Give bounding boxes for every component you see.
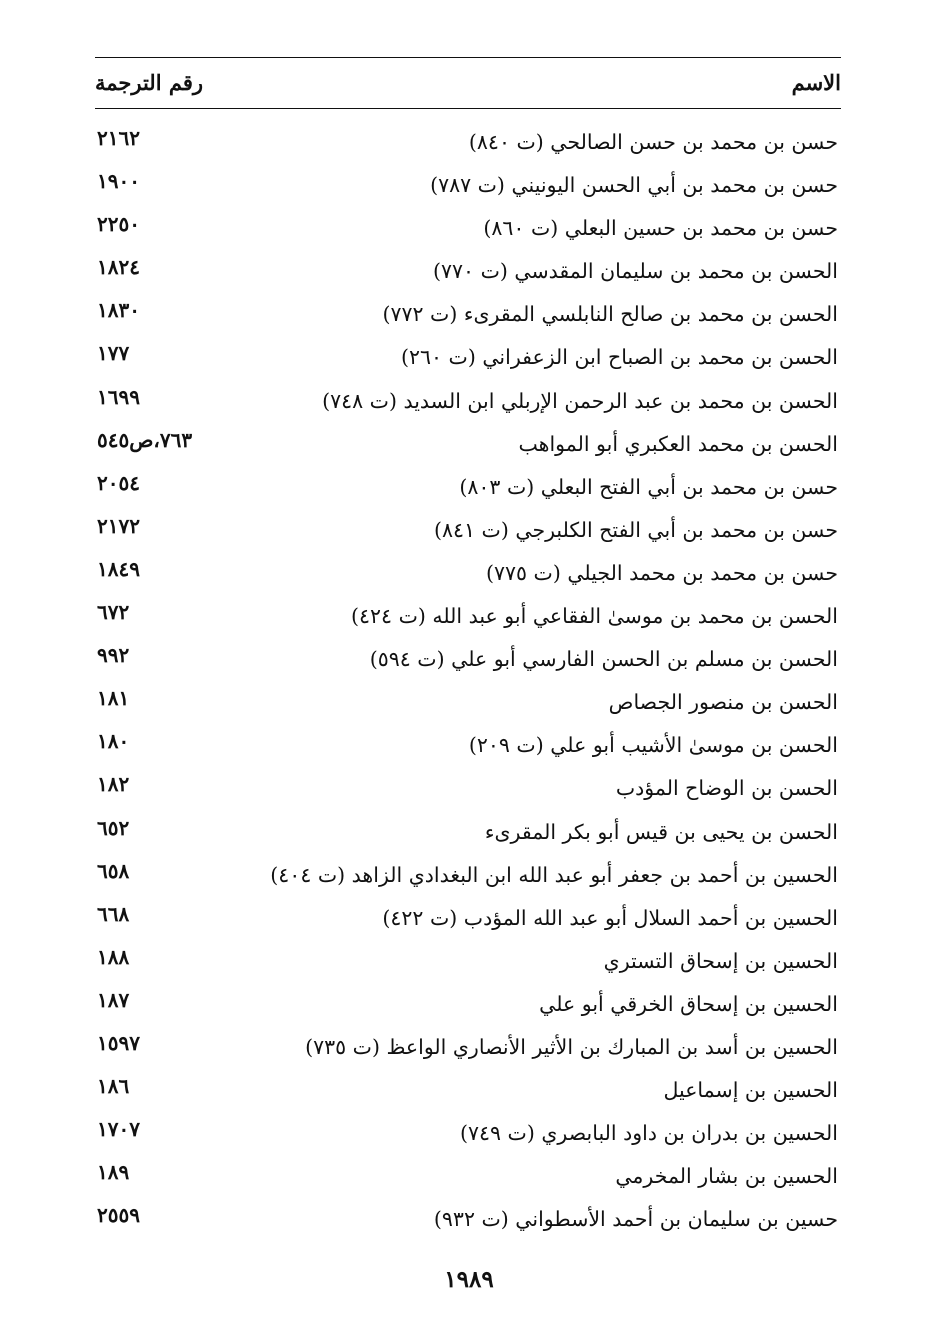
- entry-name: الحسن بن محمد بن صالح النابلسي المقرىء (ت ٧٧٢): [382, 302, 838, 327]
- entry-name: حسن بن محمد بن أبي الفتح الكلبرجي (ت ٨٤١): [433, 517, 838, 542]
- index-entry: [95, 1072, 841, 1115]
- entry-number: ١٥٩٧: [97, 1030, 140, 1055]
- entry-name: الحسين بن بشار المخرمي: [615, 1164, 838, 1189]
- index-entry: [95, 167, 841, 210]
- entry-name: الحسين بن بدران بن داود البابصري (ت ٧٤٩): [459, 1121, 838, 1146]
- entry-name: الحسين بن أسد بن المبارك بن الأثير الأنصاري الواعظ (ت ٧٣٥): [305, 1034, 838, 1059]
- column-header: [95, 70, 841, 104]
- index-entry: [95, 555, 841, 598]
- entry-name: الحسين بن أحمد بن جعفر أبو عبد الله ابن البغدادي الزاهد (ت ٤٠٤): [270, 862, 838, 887]
- entry-name: حسن بن محمد بن محمد الجيلي (ت ٧٧٥): [485, 560, 838, 585]
- index-entry: [95, 857, 841, 900]
- entry-number-column-header: رقم الترجمة: [95, 70, 204, 95]
- entry-number: ١٨٧: [97, 987, 130, 1012]
- index-entry: [95, 900, 841, 943]
- index-entry: [95, 1158, 841, 1201]
- index-entry: [95, 469, 841, 512]
- entry-name: حسن بن محمد بن أبي الفتح البعلي (ت ٨٠٣): [459, 474, 838, 499]
- entry-name: الحسن بن محمد بن عبد الرحمن الإربلي ابن السديد (ت ٧٤٨): [322, 388, 838, 413]
- entry-number: ٢١٧٢: [97, 513, 140, 538]
- entry-name: الحسن بن منصور الجصاص: [608, 690, 838, 715]
- index-entry: [95, 426, 841, 469]
- entry-name: حسن بن محمد بن أبي الحسن اليونيني (ت ٧٨٧): [430, 173, 838, 198]
- index-entry: [95, 1029, 841, 1072]
- index-entry: [95, 210, 841, 253]
- entry-number: ١٨٢: [97, 772, 130, 797]
- entry-number: ٦٧٢: [97, 600, 130, 625]
- entry-number: ٦٦٨: [97, 901, 130, 926]
- index-entry: [95, 1201, 841, 1244]
- entry-name: الحسين بن إسماعيل: [663, 1078, 838, 1103]
- page-number: ١٩٨٩: [444, 1266, 494, 1293]
- entry-name: الحسن بن محمد العكبري أبو المواهب: [518, 431, 838, 456]
- header-rule: [95, 108, 841, 109]
- entry-number: ١٨١: [97, 686, 130, 711]
- index-entry: [95, 383, 841, 426]
- entry-number: ٢٥٥٩: [97, 1203, 140, 1228]
- entry-name: الحسن بن مسلم بن الحسن الفارسي أبو علي (ت ٥٩٤): [369, 647, 838, 672]
- entry-number: ٢٢٥٠: [97, 212, 140, 237]
- index-entry: [95, 296, 841, 339]
- entry-name: الحسين بن إسحاق الخرقي أبو علي: [539, 991, 838, 1016]
- entry-number: ٦٥٨: [97, 858, 130, 883]
- entry-number: ١٧٠٧: [97, 1117, 140, 1142]
- entry-name: الحسن بن محمد بن سليمان المقدسي (ت ٧٧٠): [433, 259, 838, 284]
- entry-number: ١٨٠: [97, 729, 130, 754]
- index-entry: [95, 1115, 841, 1158]
- entry-number: ٢٠٥٤: [97, 470, 140, 495]
- index-entry: [95, 598, 841, 641]
- entry-name: الحسين بن أحمد السلال أبو عبد الله المؤدب (ت ٤٢٢): [382, 905, 838, 930]
- entry-name: الحسن بن يحيى بن قيس أبو بكر المقرىء: [484, 819, 838, 844]
- entry-name: الحسن بن محمد بن موسىٰ الفقاعي أبو عبد الله (ت ٤٢٤): [351, 604, 838, 629]
- entry-number: ٦٥٢: [97, 815, 130, 840]
- entry-number: ١٨٨: [97, 944, 130, 969]
- entry-number: ١٦٩٩: [97, 384, 140, 409]
- index-entry: [95, 814, 841, 857]
- entry-number: ٩٩٢: [97, 643, 130, 668]
- entry-name: حسن بن محمد بن حسين البعلي (ت ٨٦٠): [483, 216, 838, 241]
- entry-number: ١٨٢٤: [97, 255, 140, 280]
- index-entry: [95, 339, 841, 382]
- entry-name: الحسن بن الوضاح المؤدب: [615, 776, 838, 801]
- index-entry: [95, 986, 841, 1029]
- index-entry: [95, 770, 841, 813]
- entry-name: الحسن بن موسىٰ الأشيب أبو علي (ت ٢٠٩): [468, 733, 838, 758]
- index-entry: [95, 124, 841, 167]
- index-entry: [95, 641, 841, 684]
- index-entry: [95, 684, 841, 727]
- entry-name: الحسين بن إسحاق التستري: [603, 948, 838, 973]
- entry-name: حسين بن سليمان بن أحمد الأسطواني (ت ٩٣٢): [433, 1207, 838, 1232]
- entry-number: ٢١٦٢: [97, 126, 140, 150]
- index-entry: [95, 727, 841, 770]
- name-column-header: الاسم: [791, 70, 841, 95]
- entry-number: ١٩٠٠: [97, 169, 140, 194]
- entry-number: ٧٦٣،ص٥٤٥: [97, 427, 193, 452]
- entry-name: حسن بن محمد بن حسن الصالحي (ت ٨٤٠): [468, 130, 838, 154]
- index-entry: [95, 253, 841, 296]
- top-rule: [95, 57, 841, 58]
- entry-number: ١٨٣٠: [97, 298, 140, 323]
- index-entry: [95, 512, 841, 555]
- entry-number: ١٧٧: [97, 341, 130, 366]
- entry-number: ١٨٤٩: [97, 556, 140, 581]
- entry-number: ١٨٩: [97, 1160, 130, 1185]
- entry-number: ١٨٦: [97, 1074, 130, 1099]
- index-entry: [95, 943, 841, 986]
- entry-name: الحسن بن محمد بن الصباح ابن الزعفراني (ت ٢٦٠): [400, 345, 838, 370]
- index-entries: [95, 124, 841, 1244]
